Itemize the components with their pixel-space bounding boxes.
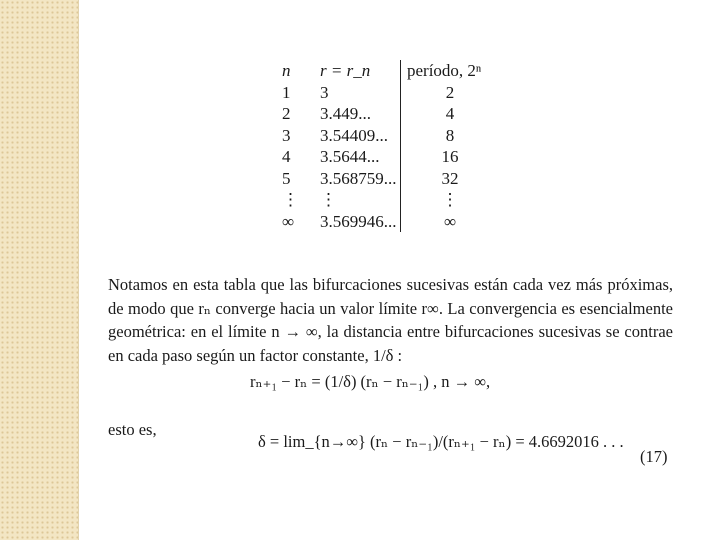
cell-r: ⋮	[314, 189, 401, 211]
equation-number: (17)	[640, 447, 668, 466]
header-n: n	[282, 61, 291, 80]
cell-r: 3.54409...	[314, 125, 401, 147]
cell-period: ∞	[443, 211, 457, 231]
cell-n: 1	[282, 82, 291, 102]
header-period: período, 2ⁿ	[407, 61, 482, 80]
cell-n: 3	[282, 125, 291, 145]
table-row	[278, 168, 499, 190]
cell-n: 4	[282, 147, 291, 166]
cell-r: 3.5644...	[314, 146, 401, 168]
decorative-sidebar	[0, 0, 79, 540]
cell-n: 5	[282, 168, 291, 188]
header-r: r = r_n	[314, 60, 401, 82]
table-row	[278, 82, 499, 104]
cell-n: 2	[282, 104, 291, 123]
body-paragraph: Notamos en esta tabla que las bifurcaciones sucesivas están cada vez más próximas, de modo que rₙ converge hacia un valor límite r∞. La convergencia es esencialmente geométrica: en el límite n → ∞, la distancia entre bifurcaciones sucesivas se contrae en cada paso según un factor constante, 1/δ :	[108, 275, 673, 365]
cell-period: 4	[445, 104, 455, 123]
cell-r: 3.569946...	[314, 211, 401, 233]
cell-period: ⋮	[441, 190, 459, 209]
cell-period: 8	[445, 125, 455, 145]
cell-r: 3.449...	[314, 103, 401, 125]
equation-recurrence: rₙ₊₁ − rₙ = (1/δ) (rₙ − rₙ₋₁) , n → ∞,	[250, 372, 491, 391]
cell-n: ∞	[282, 211, 295, 231]
bifurcation-table	[278, 60, 499, 232]
table-row	[278, 125, 499, 147]
table-row	[278, 189, 499, 211]
cell-r: 3.568759...	[314, 168, 401, 190]
cell-r: 3	[314, 82, 401, 104]
table-row	[278, 103, 499, 125]
cell-period: 32	[441, 168, 459, 188]
equation-delta: δ = lim_{n→∞} (rₙ − rₙ₋₁)/(rₙ₊₁ − rₙ) = 4.6692016 . . .	[258, 432, 624, 451]
connector-text: esto es,	[108, 420, 157, 439]
cell-n: ⋮	[282, 190, 299, 209]
table-header-row	[278, 60, 499, 82]
table-row	[278, 146, 499, 168]
table-row	[278, 211, 499, 233]
cell-period: 2	[445, 82, 455, 102]
cell-period: 16	[441, 147, 459, 166]
